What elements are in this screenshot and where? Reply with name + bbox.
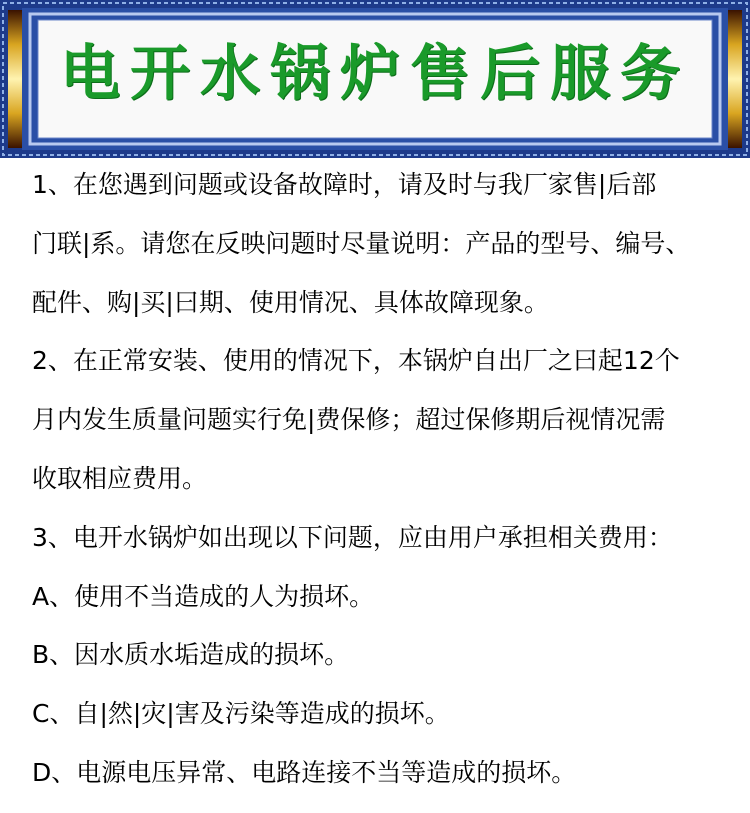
- service-terms: [32, 166, 737, 813]
- title-banner: [0, 0, 750, 160]
- text-line: 配件、购|买|曰期、使用情况、具体故障现象。: [32, 287, 549, 317]
- text-line: A、使用不当造成的人为损坏。: [32, 581, 375, 611]
- text-line: 月内发生质量问题实行免|费保修；超过保修期后视情况需: [32, 405, 666, 435]
- text-line: C、自|然|灾|害及污染等造成的损坏。: [32, 699, 450, 729]
- text-line: 2、在正常安装、使用的情况下，本锅炉自出厂之曰起12个: [32, 346, 680, 376]
- text-line: 收取相应费用。: [32, 463, 208, 493]
- page-title: 电开水锅炉售后服务: [60, 39, 690, 109]
- text-line: B、因水质水垢造成的损坏。: [32, 640, 350, 670]
- text-line: 门联|系。请您在反映问题时尽量说明：产品的型号、编号、: [32, 228, 691, 258]
- text-line: D、电源电压异常、电路连接不当等造成的损坏。: [32, 757, 577, 787]
- text-line: 1、在您遇到问题或设备故障时，请及时与我厂家售|后部: [32, 170, 657, 199]
- text-line: 3、电开水锅炉如出现以下问题，应由用户承担相关费用：: [32, 522, 673, 552]
